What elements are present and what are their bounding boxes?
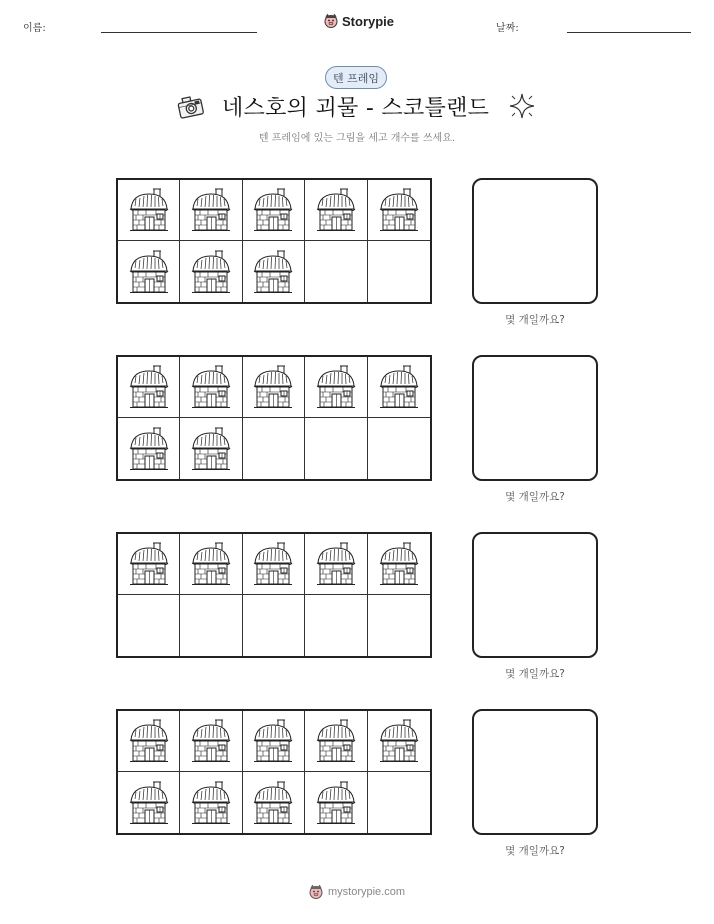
cottage-icon bbox=[376, 363, 422, 411]
frame-cell bbox=[243, 180, 305, 241]
frame-cell bbox=[305, 241, 367, 302]
ten-frame bbox=[116, 532, 432, 658]
topic-badge: 텐 프레임 bbox=[325, 66, 387, 89]
date-label: 날짜: bbox=[496, 23, 519, 34]
question-label: 몇 개일까요? bbox=[505, 845, 565, 857]
cottage-icon bbox=[188, 425, 234, 473]
frame-cell bbox=[368, 357, 430, 418]
cottage-icon bbox=[313, 186, 359, 234]
frame-cell bbox=[305, 418, 367, 479]
cottage-icon bbox=[313, 540, 359, 588]
frame-cell bbox=[368, 772, 430, 833]
brand-name: Storypie bbox=[342, 13, 395, 29]
cottage-icon bbox=[313, 779, 359, 827]
cottage-icon bbox=[376, 717, 422, 765]
frame-cell bbox=[305, 180, 367, 241]
cottage-icon bbox=[250, 363, 296, 411]
frame-cell bbox=[180, 534, 242, 595]
frame-cell bbox=[118, 772, 180, 833]
frame-cell bbox=[180, 180, 242, 241]
frame-cell bbox=[368, 180, 430, 241]
date-line[interactable] bbox=[567, 32, 691, 33]
question-label: 몇 개일까요? bbox=[505, 491, 565, 503]
cottage-icon bbox=[126, 779, 172, 827]
frame-cell bbox=[118, 357, 180, 418]
cottage-icon bbox=[126, 717, 172, 765]
frame-cell bbox=[243, 241, 305, 302]
frame-cell bbox=[243, 418, 305, 479]
pig-mascot-icon bbox=[323, 13, 339, 29]
frame-cell bbox=[243, 772, 305, 833]
cottage-icon bbox=[126, 425, 172, 473]
frame-cell bbox=[368, 711, 430, 772]
frame-cell bbox=[180, 772, 242, 833]
cottage-icon bbox=[250, 248, 296, 296]
cottage-icon bbox=[126, 248, 172, 296]
cottage-icon bbox=[188, 248, 234, 296]
answer-box[interactable] bbox=[472, 178, 598, 304]
frame-cell bbox=[368, 534, 430, 595]
sparkle-icon bbox=[508, 92, 536, 120]
frame-cell bbox=[243, 534, 305, 595]
question-label: 몇 개일까요? bbox=[505, 314, 565, 326]
frame-cell bbox=[368, 241, 430, 302]
cottage-icon bbox=[126, 540, 172, 588]
frame-cell bbox=[180, 357, 242, 418]
footer bbox=[308, 884, 405, 900]
cottage-icon bbox=[188, 779, 234, 827]
name-line[interactable] bbox=[101, 32, 257, 33]
answer-box[interactable] bbox=[472, 532, 598, 658]
frame-cell bbox=[118, 711, 180, 772]
frame-cell bbox=[180, 595, 242, 656]
answer-box[interactable] bbox=[472, 709, 598, 835]
cottage-icon bbox=[313, 363, 359, 411]
question-label: 몇 개일까요? bbox=[505, 668, 565, 680]
cottage-icon bbox=[250, 540, 296, 588]
instructions: 텐 프레임에 있는 그림을 세고 개수를 쓰세요. bbox=[258, 133, 456, 144]
cottage-icon bbox=[376, 186, 422, 234]
frame-cell bbox=[368, 595, 430, 656]
cottage-icon bbox=[250, 779, 296, 827]
cottage-icon bbox=[313, 717, 359, 765]
frame-cell bbox=[368, 418, 430, 479]
frame-cell bbox=[243, 711, 305, 772]
frame-cell bbox=[243, 357, 305, 418]
cottage-icon bbox=[250, 186, 296, 234]
cottage-icon bbox=[188, 717, 234, 765]
ten-frame bbox=[116, 178, 432, 304]
frame-cell bbox=[243, 595, 305, 656]
frame-cell bbox=[305, 711, 367, 772]
frame-cell bbox=[180, 711, 242, 772]
ten-frame bbox=[116, 709, 432, 835]
camera-icon bbox=[176, 93, 206, 121]
brand-logo bbox=[323, 13, 394, 29]
cottage-icon bbox=[126, 363, 172, 411]
frame-cell bbox=[305, 534, 367, 595]
frame-cell bbox=[118, 241, 180, 302]
cottage-icon bbox=[376, 540, 422, 588]
frame-cell bbox=[305, 772, 367, 833]
cottage-icon bbox=[188, 363, 234, 411]
title-row bbox=[0, 88, 714, 124]
footer-url: mystorypie.com bbox=[328, 886, 406, 898]
cottage-icon bbox=[188, 540, 234, 588]
pig-mascot-icon bbox=[308, 884, 324, 900]
frame-cell bbox=[118, 595, 180, 656]
frame-cell bbox=[180, 418, 242, 479]
cottage-icon bbox=[126, 186, 172, 234]
name-label: 이름: bbox=[23, 23, 46, 34]
ten-frame bbox=[116, 355, 432, 481]
frame-cell bbox=[305, 595, 367, 656]
frame-cell bbox=[305, 357, 367, 418]
page-title: 네스호의 괴물 - 스코틀랜드 bbox=[222, 96, 490, 121]
cottage-icon bbox=[250, 717, 296, 765]
frame-cell bbox=[118, 418, 180, 479]
frame-cell bbox=[118, 180, 180, 241]
cottage-icon bbox=[188, 186, 234, 234]
answer-box[interactable] bbox=[472, 355, 598, 481]
frame-cell bbox=[118, 534, 180, 595]
frame-cell bbox=[180, 241, 242, 302]
